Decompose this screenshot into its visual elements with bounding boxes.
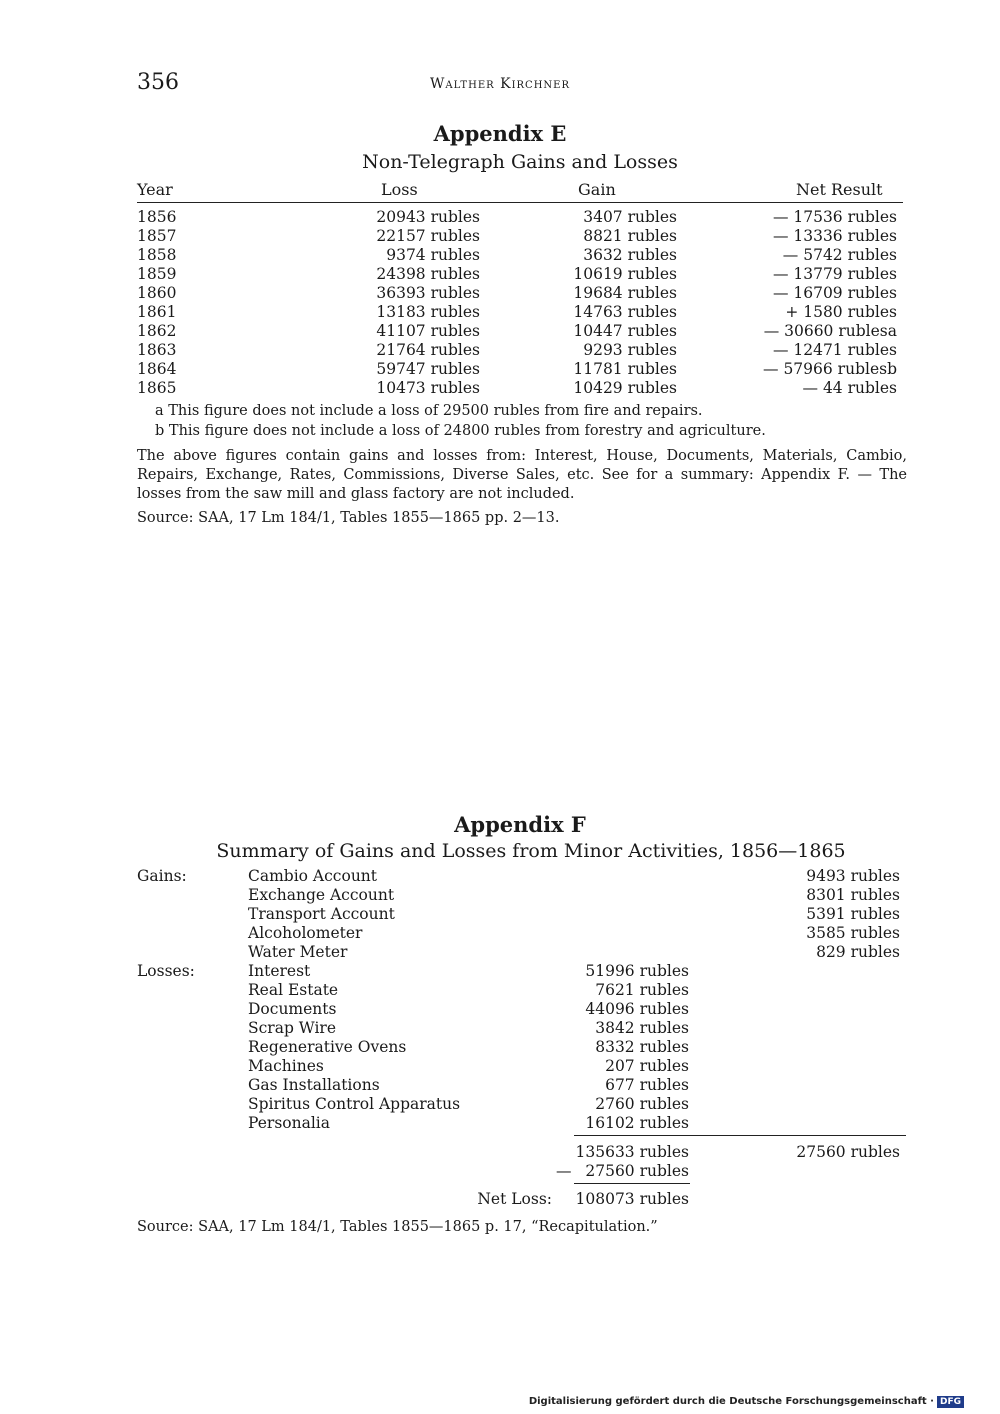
row-year: 1857 xyxy=(137,227,177,245)
row-year: 1860 xyxy=(137,284,177,302)
loss-item-name: Interest xyxy=(248,962,311,980)
row-gain: 14763 rubles xyxy=(573,303,677,321)
loss-item-name: Documents xyxy=(248,1000,337,1018)
col-header-loss: Loss xyxy=(381,180,418,199)
gain-item-amount: 8301 rubles xyxy=(806,886,900,904)
gain-item-name: Alcoholometer xyxy=(248,924,363,942)
appendix-e-subtitle: Non-Telegraph Gains and Losses xyxy=(362,151,678,173)
net-loss-rule xyxy=(574,1183,690,1184)
gain-item-amount: 5391 rubles xyxy=(806,905,900,923)
totals-rule xyxy=(574,1135,906,1136)
dfg-logo: DFG xyxy=(937,1396,964,1408)
row-gain: 3632 rubles xyxy=(583,246,677,264)
row-loss: 22157 rubles xyxy=(376,227,480,245)
loss-item-amount: 2760 rubles xyxy=(595,1095,689,1113)
appendix-e-title: Appendix E xyxy=(433,121,567,146)
appendix-f-title: Appendix F xyxy=(454,812,586,837)
row-net-result: — 13336 rubles xyxy=(772,227,897,245)
gain-item-name: Water Meter xyxy=(248,943,348,961)
row-loss: 59747 rubles xyxy=(376,360,480,378)
loss-item-name: Machines xyxy=(248,1057,324,1075)
row-loss: 41107 rubles xyxy=(376,322,480,340)
minus-sign: — xyxy=(556,1162,572,1180)
gain-item-amount: 3585 rubles xyxy=(806,924,900,942)
loss-item-amount: 51996 rubles xyxy=(585,962,689,980)
row-net-result: — 57966 rublesb xyxy=(763,360,897,378)
row-loss: 20943 rubles xyxy=(376,208,480,226)
row-net-result: — 12471 rubles xyxy=(772,341,897,359)
row-loss: 24398 rubles xyxy=(376,265,480,283)
row-loss: 9374 rubles xyxy=(386,246,480,264)
loss-item-amount: 3842 rubles xyxy=(595,1019,689,1037)
total-gains: 27560 rubles xyxy=(796,1143,900,1161)
row-gain: 10619 rubles xyxy=(573,265,677,283)
row-net-result: — 16709 rubles xyxy=(772,284,897,302)
loss-item-name: Spiritus Control Apparatus xyxy=(248,1095,461,1113)
row-year: 1864 xyxy=(137,360,177,378)
gain-item-amount: 829 rubles xyxy=(816,943,900,961)
row-gain: 9293 rubles xyxy=(583,341,677,359)
loss-item-amount: 677 rubles xyxy=(605,1076,689,1094)
running-head: Walther Kirchner xyxy=(430,76,570,92)
net-loss-label: Net Loss: xyxy=(477,1190,552,1208)
row-year: 1863 xyxy=(137,341,177,359)
gain-item-amount: 9493 rubles xyxy=(806,867,900,885)
row-loss: 21764 rubles xyxy=(376,341,480,359)
row-loss: 13183 rubles xyxy=(376,303,480,321)
row-year: 1861 xyxy=(137,303,177,321)
row-gain: 11781 rubles xyxy=(573,360,677,378)
row-loss: 36393 rubles xyxy=(376,284,480,302)
minus-gains: 27560 rubles xyxy=(585,1162,689,1180)
row-loss: 10473 rubles xyxy=(376,379,480,397)
col-header-year: Year xyxy=(137,180,173,199)
row-gain: 19684 rubles xyxy=(573,284,677,302)
col-header-net-result: Net Result xyxy=(796,180,883,199)
digitization-credit xyxy=(529,1396,964,1408)
footer-text: Digitalisierung gefördert durch die Deutsche Forschungsgemeinschaft · xyxy=(528,1396,934,1407)
net-loss-value: 108073 rubles xyxy=(575,1190,689,1208)
row-year: 1856 xyxy=(137,208,177,226)
loss-item-name: Scrap Wire xyxy=(248,1019,336,1037)
gain-item-name: Exchange Account xyxy=(248,886,395,904)
loss-item-name: Regenerative Ovens xyxy=(248,1038,407,1056)
gain-item-name: Transport Account xyxy=(248,905,395,923)
row-gain: 8821 rubles xyxy=(583,227,677,245)
loss-item-amount: 7621 rubles xyxy=(595,981,689,999)
gain-item-name: Cambio Account xyxy=(248,867,378,885)
appendix-e-note: The above figures contain gains and losses from: Interest, House, Documents, Materials, Cambio, Repairs, Exchange, Rates, Commissions, Diverse Sales, etc. See for a summary: Appendix F. — The losses from the saw mill and glass factory are not included. xyxy=(137,448,907,502)
appendix-f-source: Source: SAA, 17 Lm 184/1, Tables 1855—1865 p. 17, “Recapitulation.” xyxy=(137,1219,658,1235)
footnote-b: b This figure does not include a loss of 24800 rubles from forestry and agriculture. xyxy=(155,423,766,439)
row-year: 1859 xyxy=(137,265,177,283)
loss-item-amount: 207 rubles xyxy=(605,1057,689,1075)
col-header-gain: Gain xyxy=(578,180,616,199)
row-net-result: — 13779 rubles xyxy=(772,265,897,283)
loss-item-name: Real Estate xyxy=(248,981,339,999)
footnote-a: a This figure does not include a loss of 29500 rubles from fire and repairs. xyxy=(155,403,703,419)
gains-label: Gains: xyxy=(137,867,187,885)
row-net-result: — 44 rubles xyxy=(802,379,897,397)
row-net-result: — 30660 rublesa xyxy=(763,322,897,340)
loss-item-amount: 44096 rubles xyxy=(585,1000,689,1018)
row-gain: 3407 rubles xyxy=(583,208,677,226)
row-net-result: + 1580 rubles xyxy=(785,303,897,321)
losses-label: Losses: xyxy=(137,962,195,980)
row-net-result: — 5742 rubles xyxy=(782,246,897,264)
row-gain: 10447 rubles xyxy=(573,322,677,340)
row-year: 1865 xyxy=(137,379,177,397)
row-gain: 10429 rubles xyxy=(573,379,677,397)
loss-item-amount: 8332 rubles xyxy=(595,1038,689,1056)
table-header-rule xyxy=(137,202,903,203)
appendix-f-subtitle: Summary of Gains and Losses from Minor Activities, 1856—1865 xyxy=(216,840,846,862)
row-year: 1858 xyxy=(137,246,177,264)
loss-item-name: Personalia xyxy=(248,1114,330,1132)
loss-item-name: Gas Installations xyxy=(248,1076,380,1094)
loss-item-amount: 16102 rubles xyxy=(585,1114,689,1132)
row-year: 1862 xyxy=(137,322,177,340)
row-net-result: — 17536 rubles xyxy=(772,208,897,226)
appendix-e-source: Source: SAA, 17 Lm 184/1, Tables 1855—1865 pp. 2—13. xyxy=(137,510,560,526)
page-number: 356 xyxy=(137,70,179,95)
total-losses: 135633 rubles xyxy=(575,1143,689,1161)
